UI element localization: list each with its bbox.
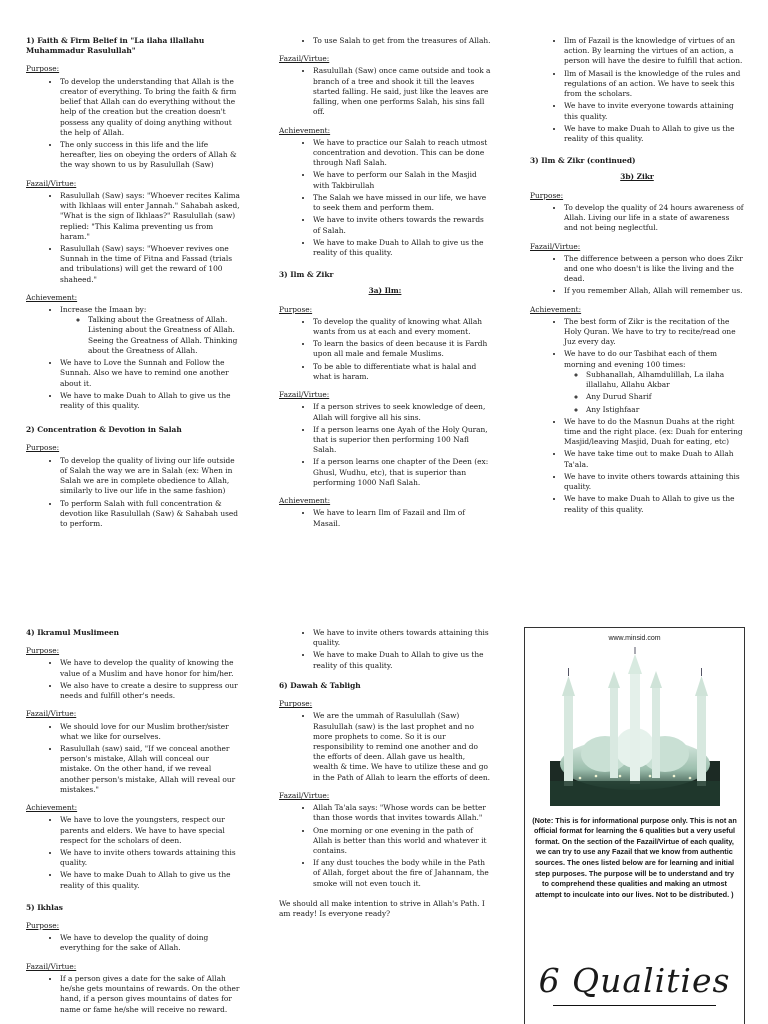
list-item: • We have to make Duah to Allah to give us the reality of this quality. — [564, 494, 744, 514]
virtue-label: Fazail/Virtue: — [279, 390, 330, 400]
salah-purpose-cont-list — [279, 36, 491, 46]
list-item: ◦ Talking about the Greatness of Allah. Listening about the Greatness of Allah. Seeing the Greatness of Allah. Thinking about the Greatness of Allah. — [88, 315, 241, 356]
list-item: • We have to make Duah to Allah to give us the reality of this quality. — [564, 124, 744, 144]
virtue-label: Fazail/Virtue: — [530, 241, 581, 251]
cover-panel — [524, 627, 745, 1024]
faith-virtue-list — [26, 191, 241, 285]
list-item: • To develop the quality of knowing what Allah wants from us at each and every moment. — [313, 317, 491, 337]
list-item: • If you remember Allah, Allah will remember us. — [564, 286, 744, 296]
virtue-label: Fazail/Virtue: — [279, 54, 330, 64]
list-item: • We have take time out to make Duah to Allah Ta'ala. — [564, 449, 744, 469]
zikr-achievement-list — [530, 317, 744, 515]
list-item: • We have to make Duah to Allah to give us the reality of this quality. — [313, 650, 491, 670]
column-salah-ilm — [279, 36, 491, 531]
list-item: • We have to learn Ilm of Fazail and Ilm of Masail. — [313, 508, 491, 528]
section-title-dawah: 6) Dawah & Tabligh — [279, 680, 361, 690]
sub-list — [564, 370, 744, 415]
list-item: • To learn the basics of deen because it is Fardh upon all male and female Muslims. — [313, 339, 491, 359]
purpose-label: Purpose: — [26, 646, 60, 656]
list-item: • To perform Salah with full concentration & devotion like Rasulullah (Saw) & Sahabah used to perform. — [60, 499, 241, 530]
ikhlas-virtue-list — [26, 974, 241, 1015]
list-item: • If a person learns one chapter of the Deen (ex: Ghusl, Wudhu, etc), that is superior than performing 1000 Nafl Salah. — [313, 457, 491, 488]
list-item — [564, 349, 744, 414]
list-item-text: We have to do our Tasbihat each of them morning and evening 100 times: — [564, 349, 717, 369]
list-item: • If any dust touches the body while in the Path of Allah, forget about the fire of Jahannam, the smoke will not even touch it. — [313, 858, 491, 889]
list-item: • We have to develop the quality of knowing the value of a Muslim and have honor for him/her. — [60, 658, 241, 678]
purpose-label: Purpose: — [26, 64, 60, 74]
list-item: • We have to make Duah to Allah to give us the reality of this quality. — [313, 238, 491, 258]
list-item: • We have to love the youngsters, respect our parents and elders. We have to have special respect for the scholars of deen. — [60, 815, 241, 846]
list-item: ◦ Any Durud Sharif — [586, 392, 744, 402]
list-item: • We are the ummah of Rasulullah (Saw) Rasulullah (saw) is the last prophet and no more prophets to come. So it is our responsibility to remind one another and do the efforts of deen. Allah gave us health, wealth & time. We have to utilize these and go in the Path of Allah to learn the efforts of deen. — [313, 711, 491, 783]
ilm-purpose-list — [279, 317, 491, 382]
achievement-label: Achievement: — [279, 125, 331, 135]
section-title-ikhlas: 5) Ikhlas — [26, 902, 63, 912]
website-label: www.minsid.com — [608, 635, 661, 642]
faith-purpose-list — [26, 77, 241, 171]
purpose-label: Purpose: — [279, 304, 313, 314]
list-item: • We have to invite others towards attaining this quality. — [564, 472, 744, 492]
brochure-title: 6 Qualities — [538, 961, 731, 1000]
list-item: • If a person learns one Ayah of the Holy Quran, that is superior then performing 100 Nafl Salah. — [313, 425, 491, 456]
column-ikram-ikhlas — [26, 628, 241, 1017]
list-item-text: Increase the Imaan by: — [60, 305, 147, 315]
list-item: • To use Salah to get from the treasures of Allah. — [313, 36, 491, 46]
achievement-label: Achievement: — [26, 803, 78, 813]
ilm-achievement-cont-list — [530, 36, 744, 144]
virtue-label: Fazail/Virtue: — [26, 178, 77, 188]
ikhlas-achievement-cont-list — [279, 628, 491, 671]
list-item: • One morning or one evening in the path of Allah is better than this world and whatever it contains. — [313, 826, 491, 857]
ilm-achievement-list — [279, 508, 491, 528]
list-item: • If a person gives a date for the sake of Allah he/she gets mountains of rewards. On the other hand, if a person gives mountains of dates for name or fame he/she will receive no reward. — [60, 974, 241, 1015]
list-item: • We have to practice our Salah to reach utmost concentration and devotion. This can be done through Nafl Salah. — [313, 138, 491, 169]
list-item: • To be able to differentiate what is halal and what is haram. — [313, 362, 491, 382]
purpose-label: Purpose: — [279, 699, 313, 709]
list-item: • We have to invite everyone towards attaining this quality. — [564, 101, 744, 121]
list-item: • Rasulullah (Saw) says: "Whoever recites Kalima with Ikhlaas will enter Jannah." Sahabah asked, "What is the sign of Ikhlaas?" Rasulullah (saw) replied: "This Kalima preventing us from haram." — [60, 191, 241, 242]
list-item — [60, 305, 241, 356]
virtue-label: Fazail/Virtue: — [26, 961, 77, 971]
subsection-title-ilm: 3a) Ilm: — [368, 286, 402, 296]
salah-achievement-list — [279, 138, 491, 258]
dawah-purpose-list — [279, 711, 491, 783]
closing-paragraph: We should all make intention to strive in Allah's Path. I am ready! Is everyone ready? — [279, 898, 485, 919]
ikram-purpose-list — [26, 658, 241, 701]
faith-achievement-list — [26, 305, 241, 411]
list-item: • If a person strives to seek knowledge of deen, Allah will forgive all his sins. — [313, 402, 491, 422]
list-item: • We have to invite others towards the rewards of Salah. — [313, 215, 491, 235]
virtue-label: Fazail/Virtue: — [279, 790, 330, 800]
mosque-image — [550, 646, 720, 806]
list-item: ◦ Any Istighfaar — [586, 405, 744, 415]
list-item: • To develop the understanding that Allah is the creator of everything. To bring the faith & firm belief that Allah can do everything without the help of the creation but the creation doesn't possess any quality of doing anything without the help of Allah. — [60, 77, 241, 138]
list-item: • To develop the quality of living our life outside of Salah the way we are in Salah (ex: When in Salah we are in complete obedience to Allah, similarly to live our life in the same fashion) — [60, 456, 241, 497]
virtue-label: Fazail/Virtue: — [26, 709, 77, 719]
dawah-virtue-list — [279, 803, 491, 889]
list-item: • We have to make Duah to Allah to give us the reality of this quality. — [60, 870, 241, 890]
salah-virtue-list — [279, 66, 491, 117]
purpose-label: Purpose: — [26, 443, 60, 453]
subsection-title-zikr: 3b) Zikr — [620, 172, 654, 182]
purpose-label: Purpose: — [530, 190, 564, 200]
list-item: • We have to invite others towards attaining this quality. — [60, 848, 241, 868]
achievement-label: Achievement: — [26, 292, 78, 302]
salah-purpose-list — [26, 456, 241, 530]
achievement-label: Achievement: — [279, 496, 331, 506]
list-item: • Allah Ta'ala says: "Whose words can be better than those words that invites towards Allah." — [313, 803, 491, 823]
section-title-ikram: 4) Ikramul Muslimeen — [26, 628, 119, 637]
list-item: • We have to Love the Sunnah and Follow the Sunnah. Also we have to remind one another about it. — [60, 358, 241, 389]
sub-list — [60, 315, 241, 356]
section-title-ilm-zikr-continued: 3) Ilm & Zikr (continued) — [530, 156, 636, 166]
list-item: • We have to make Duah to Allah to give us the reality of this quality. — [60, 391, 241, 411]
list-item: • We have to do the Masnun Duahs at the right time and the right place. (ex: Duah for entering Masjid/leaving Masjid, Duah for eating, etc) — [564, 417, 744, 448]
achievement-label: Achievement: — [530, 304, 582, 314]
list-item: • The best form of Zikr is the recitation of the Holy Quran. We have to try to recite/read one Juz every day. — [564, 317, 744, 348]
list-item: • To develop the quality of 24 hours awareness of Allah. Living our life in a state of awareness and not being neglectful. — [564, 203, 744, 234]
disclaimer-note: (Note: This is for informational purpose only. This is not an official format for learning the 6 qualities but a very useful format. On the section of the Fazail/Virtue of each quality, we can try to use any Fazail that we know from authentic sources. The ones listed below are for learning and initial step purposes. The purpose will be to understand and try to comprehend these qualities and making an utmost attempt to inculcate into our lives. Not to be distributed. ) — [532, 815, 737, 899]
list-item: • Ilm of Fazail is the knowledge of virtues of an action. By learning the virtues of an action, a person will have the desire to fulfill that action. — [564, 36, 744, 67]
ikhlas-purpose-list — [26, 933, 241, 953]
section-title-salah: 2) Concentration & Devotion in Salah — [26, 425, 182, 435]
zikr-purpose-list — [530, 203, 744, 234]
column-ilm-zikr — [530, 36, 744, 517]
purpose-label: Purpose: — [26, 921, 60, 931]
list-item: • We have to invite others towards attaining this quality. — [313, 628, 491, 648]
list-item: • Ilm of Masail is the knowledge of the rules and regulations of an action. We have to seek this from the scholars. — [564, 69, 744, 100]
section-title-faith: 1) Faith & Firm Belief in "La ilaha illallahu Muhammadur Rasulullah" — [26, 36, 205, 56]
ilm-virtue-list — [279, 402, 491, 488]
zikr-virtue-list — [530, 254, 744, 297]
section-title-ilm-zikr: 3) Ilm & Zikr — [279, 270, 334, 280]
list-item: • Rasulullah (Saw) says: "Whoever revives one Sunnah in the time of Fitna and Fassad (trials and tribulations) will get the reward of 100 shaheed." — [60, 244, 241, 285]
list-item: • The only success in this life and the life hereafter, lies on obeying the orders of Allah & the way shown to us by Rasulullah (Saw) — [60, 140, 241, 171]
ikram-virtue-list — [26, 722, 241, 796]
list-item: • Rasulullah (saw) said, "If we conceal another person's mistake, Allah will conceal our mistake. On the other hand, if we reveal another person's mistake, Allah will reveal our mistakes." — [60, 744, 241, 795]
ikram-achievement-list — [26, 815, 241, 891]
list-item: • We also have to create a desire to suppress our needs and fulfill other's needs. — [60, 681, 241, 701]
column-faith — [26, 36, 241, 531]
list-item: • Rasulullah (Saw) once came outside and took a branch of a tree and shook it till the leaves started falling. He said, just like the leaves are falling, when one performs Salah, his sins fall off. — [313, 66, 491, 117]
list-item: • The difference between a person who does Zikr and one who doesn't is like the living and the dead. — [564, 254, 744, 285]
list-item: • The Salah we have missed in our life, we have to seek them and perform them. — [313, 193, 491, 213]
list-item: ◦ Subhanallah, Alhamdulillah, La ilaha illallahu, Allahu Akbar — [586, 370, 744, 390]
title-underline — [553, 1005, 716, 1006]
list-item: • We have to perform our Salah in the Masjid with Takbirullah — [313, 170, 491, 190]
column-dawah — [279, 628, 491, 919]
list-item: • We have to develop the quality of doing everything for the sake of Allah. — [60, 933, 241, 953]
list-item: • We should love for our Muslim brother/sister what we like for ourselves. — [60, 722, 241, 742]
